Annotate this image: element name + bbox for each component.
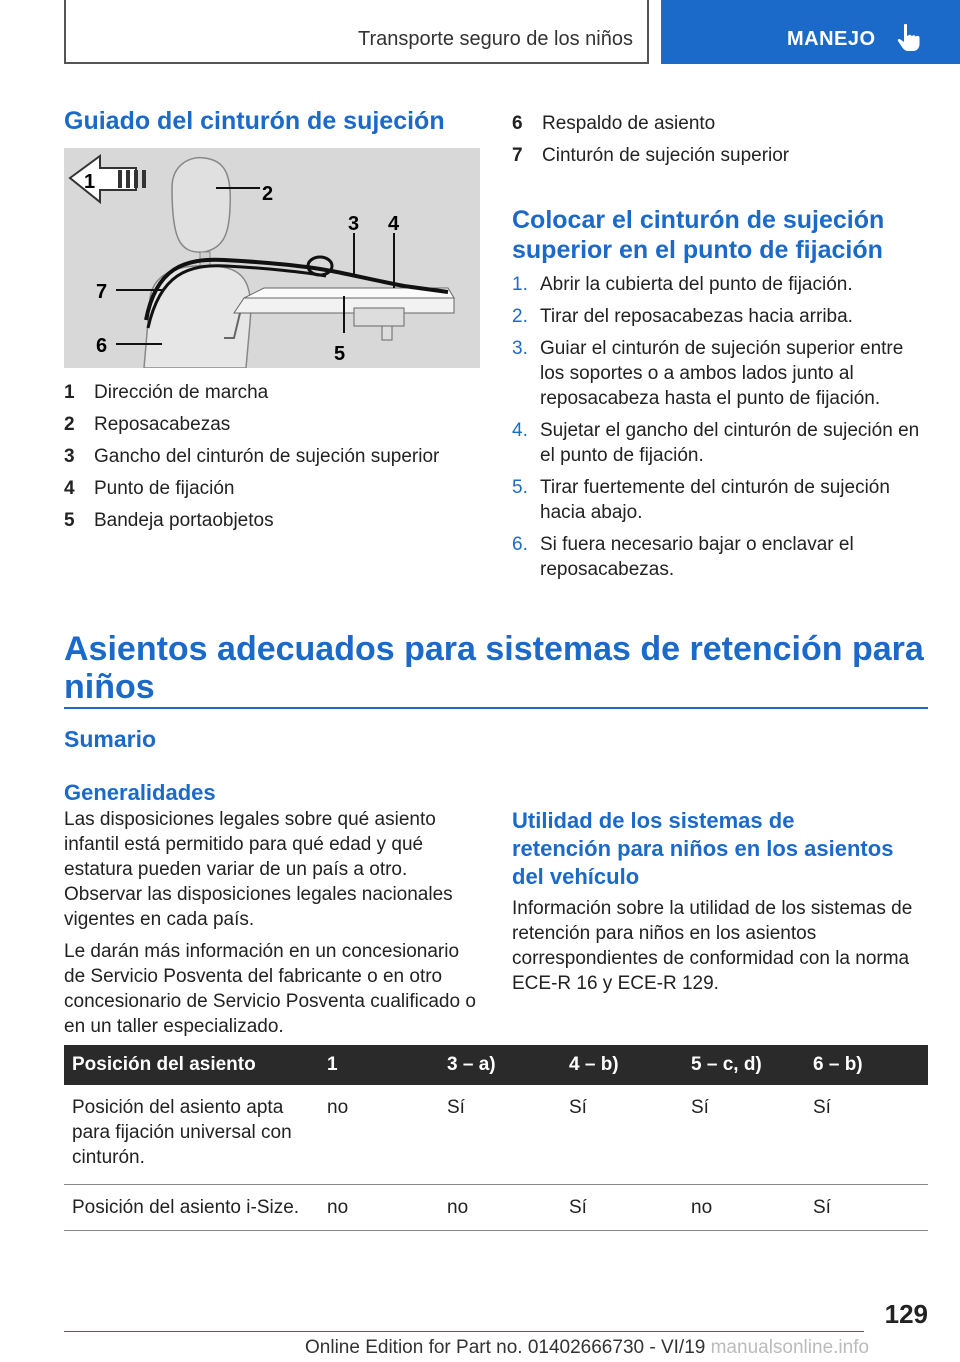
chapter-tab[interactable] bbox=[661, 0, 960, 64]
table-header: 3 – a) bbox=[439, 1045, 561, 1085]
utility-text: Información sobre la utilidad de los sistemas de retención para niños en los asientos correspondientes de conformidad con la norma ECE-R 16 y ECE-R 129. bbox=[512, 898, 913, 994]
figure-label: 2 bbox=[262, 183, 274, 205]
figure-legend-list-b bbox=[512, 108, 928, 172]
figure-label: 6 bbox=[96, 335, 108, 357]
table-cell: Posición del asiento i-Size. bbox=[64, 1185, 319, 1231]
table-cell: no bbox=[683, 1185, 805, 1231]
legend-item: 3 Gancho del cinturón de sujeción superior bbox=[64, 446, 440, 467]
header-section-tab bbox=[64, 0, 649, 64]
table-cell: no bbox=[319, 1185, 439, 1231]
legend-item: 1 Dirección de marcha bbox=[64, 382, 269, 403]
figure-label: 7 bbox=[96, 281, 108, 303]
hand-pointer-icon bbox=[895, 23, 923, 53]
general-paragraph: Las disposiciones legales sobre qué asiento infantil está permitido para qué edad y qué estatura pueden variar de un país a otro. Observar las disposiciones legales nacionales vigentes en cada país. bbox=[64, 809, 453, 930]
step-item: 2. Tirar del reposacabezas hacia arriba. bbox=[512, 306, 853, 327]
legend-item: 6 Respaldo de asiento bbox=[512, 113, 716, 134]
utility-heading: Utilidad de los sistemas de retención para niños en los asientos del vehículo bbox=[512, 808, 894, 889]
table-cell: Sí bbox=[439, 1085, 561, 1185]
page-number: 129 bbox=[884, 1299, 928, 1329]
step-item: 4. Sujetar el gancho del cinturón de sujeción en el punto de fijación. bbox=[512, 420, 920, 466]
figure-label: 1 bbox=[84, 171, 96, 193]
general-text bbox=[64, 807, 480, 1046]
table-header-row bbox=[64, 1045, 928, 1085]
footer-divider bbox=[64, 1331, 864, 1332]
table-cell: Sí bbox=[561, 1085, 683, 1185]
table-cell: Sí bbox=[683, 1085, 805, 1185]
table-row bbox=[64, 1085, 928, 1185]
attach-steps-list bbox=[512, 272, 928, 589]
table-header: 5 – c, d) bbox=[683, 1045, 805, 1085]
table-header: 4 – b) bbox=[561, 1045, 683, 1085]
watermark: manualsonline.info bbox=[710, 1337, 870, 1358]
table-row bbox=[64, 1185, 928, 1231]
belt-routing-figure bbox=[64, 148, 480, 368]
section-divider bbox=[64, 707, 928, 709]
table-cell: Sí bbox=[805, 1085, 928, 1185]
table-cell: no bbox=[439, 1185, 561, 1231]
seat-suitability-table bbox=[64, 1045, 928, 1231]
legend-item: 5 Bandeja portaobjetos bbox=[64, 510, 274, 531]
figure-label: 4 bbox=[388, 213, 400, 235]
guide-belt-heading: Guiado del cinturón de sujeción bbox=[64, 107, 445, 135]
step-item: 5. Tirar fuertemente del cinturón de sujeción hacia abajo. bbox=[512, 477, 890, 523]
legend-item: 2 Reposacabezas bbox=[64, 414, 231, 435]
table-header: Posición del asiento bbox=[64, 1045, 319, 1085]
table-cell: Posición del asiento apta para fijación universal con cinturón. bbox=[64, 1085, 319, 1185]
step-item: 6. Si fuera necesario bajar o enclavar el reposacabezas. bbox=[512, 534, 854, 580]
section-title: Transporte seguro de los niños bbox=[358, 28, 633, 50]
general-paragraph: Le darán más información en un concesionario de Servicio Posventa del fabricante o en otro concesionario de Servicio Posventa cualificado o en un taller especializado. bbox=[64, 941, 476, 1037]
figure-label: 5 bbox=[334, 343, 346, 365]
step-item: 3. Guiar el cinturón de sujeción superior entre los soportes o a ambos lados junto al reposacabeza hasta el punto de fijación. bbox=[512, 338, 904, 409]
general-heading: Generalidades bbox=[64, 780, 216, 805]
chapter-label: MANEJO bbox=[787, 28, 876, 50]
summary-heading: Sumario bbox=[64, 726, 157, 752]
figure-label: 3 bbox=[348, 213, 360, 235]
table-header: 1 bbox=[319, 1045, 439, 1085]
table-header: 6 – b) bbox=[805, 1045, 928, 1085]
edition-text: Online Edition for Part no. 01402666730 - VI/19 bbox=[305, 1337, 706, 1358]
table-cell: no bbox=[319, 1085, 439, 1185]
table-cell: Sí bbox=[805, 1185, 928, 1231]
suitable-seats-heading: Asientos adecuados para sistemas de retención para niños bbox=[64, 630, 924, 706]
legend-item: 7 Cinturón de sujeción superior bbox=[512, 145, 790, 166]
table-cell: Sí bbox=[561, 1185, 683, 1231]
footer-edition bbox=[305, 1337, 869, 1359]
figure-legend-list-a bbox=[64, 377, 480, 537]
attach-belt-heading: Colocar el cinturón de sujeción superior en el punto de fijación bbox=[512, 206, 885, 264]
belt-routing-illustration bbox=[64, 148, 480, 368]
legend-item: 4 Punto de fijación bbox=[64, 478, 235, 499]
step-item: 1. Abrir la cubierta del punto de fijación. bbox=[512, 274, 853, 295]
